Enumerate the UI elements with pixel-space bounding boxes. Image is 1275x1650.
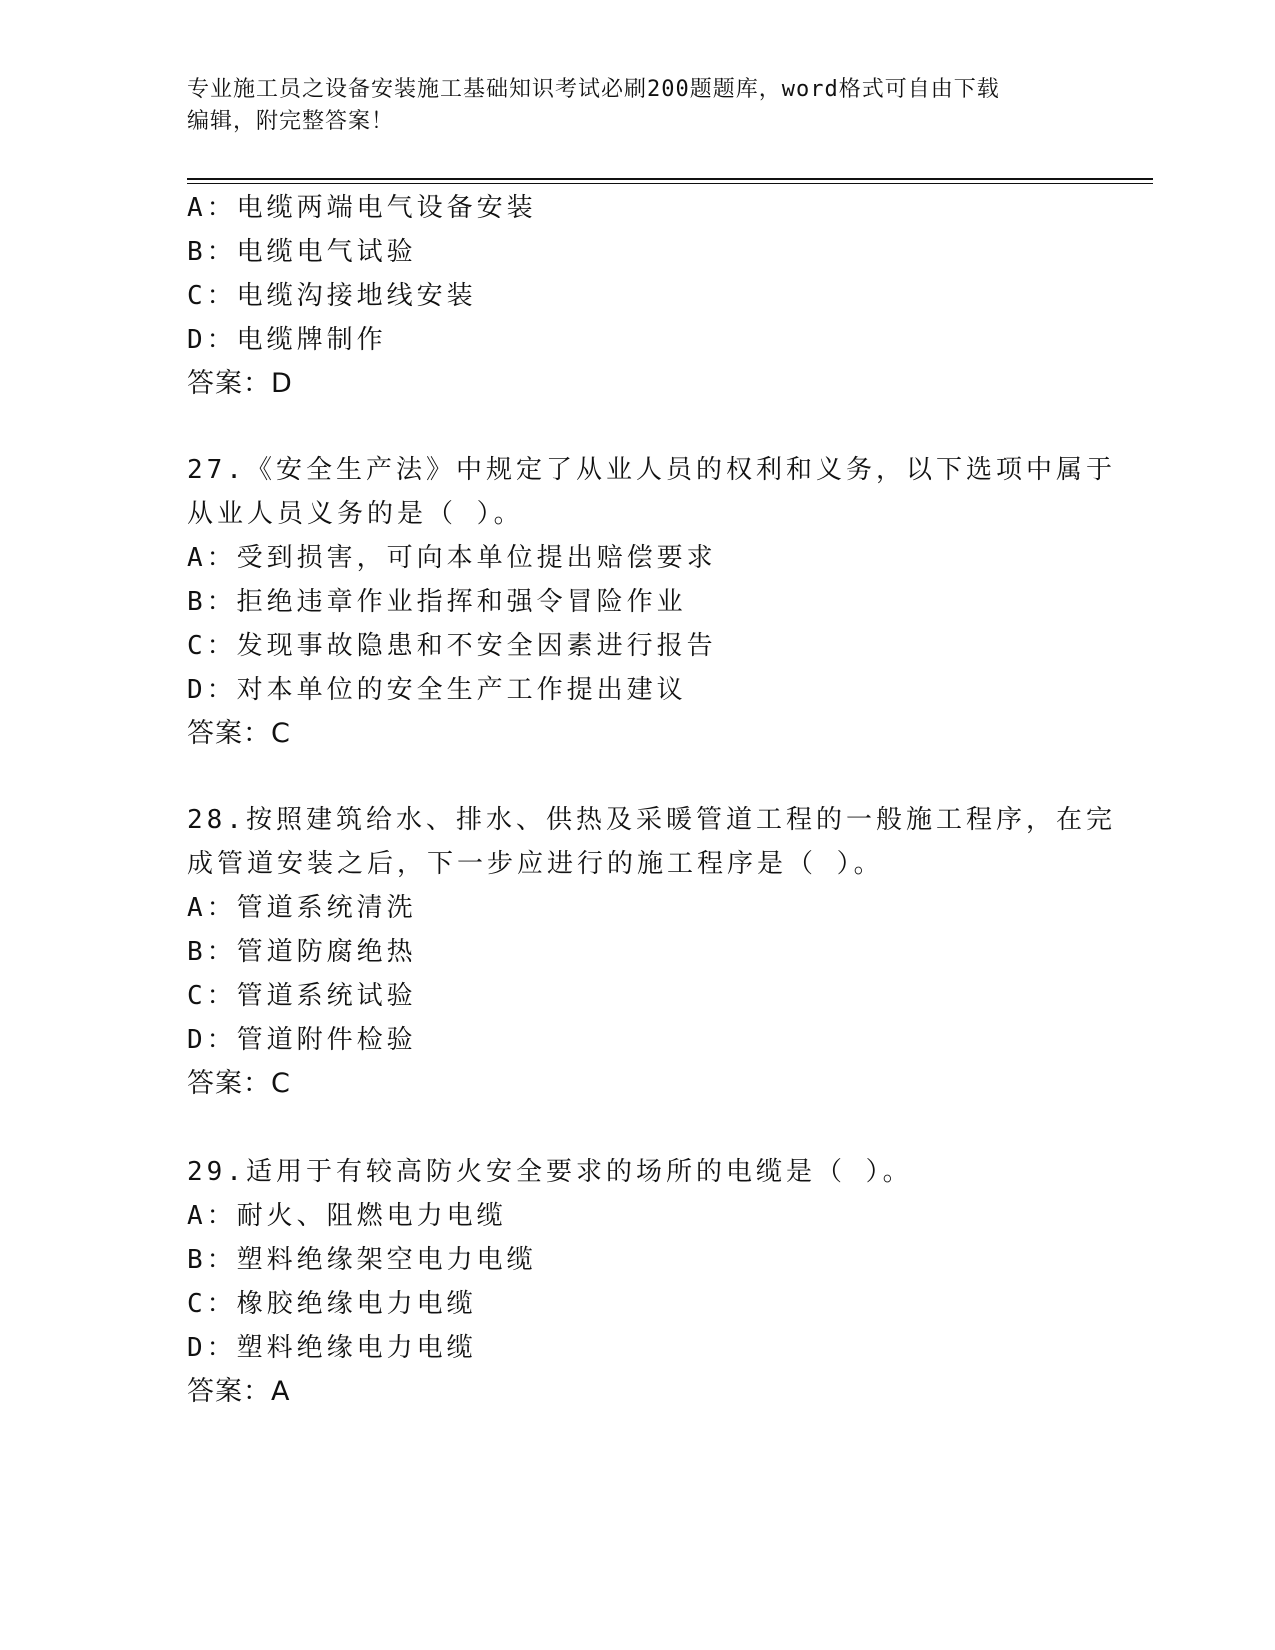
q27-stem-line-1: 27.《安全生产法》中规定了从业人员的权利和义务，以下选项中属于	[187, 455, 1116, 485]
q28-option-a: A：管道系统清洗	[187, 893, 417, 923]
header-divider-thick	[187, 178, 1153, 180]
header-line-2: 编辑，附完整答案！	[187, 109, 395, 134]
q26-option-a: A：电缆两端电气设备安装	[187, 193, 537, 223]
q27-option-d: D：对本单位的安全生产工作提出建议	[187, 675, 687, 705]
q26-answer: 答案：D	[187, 368, 293, 399]
q28-option-d: D：管道附件检验	[187, 1025, 417, 1055]
q28-option-c: C：管道系统试验	[187, 981, 417, 1011]
q27-option-c: C：发现事故隐患和不安全因素进行报告	[187, 631, 717, 661]
q26-option-b: B：电缆电气试验	[187, 237, 417, 267]
q28-stem-line-1: 28.按照建筑给水、排水、供热及采暖管道工程的一般施工程序，在完	[187, 805, 1116, 835]
q26-option-c: C：电缆沟接地线安装	[187, 281, 477, 311]
header-divider-thin	[187, 183, 1153, 184]
q26-option-d: D：电缆牌制作	[187, 325, 387, 355]
q27-option-b: B：拒绝违章作业指挥和强令冒险作业	[187, 587, 687, 617]
q29-stem-line-1: 29.适用于有较高防火安全要求的场所的电缆是（ ）。	[187, 1157, 913, 1187]
q27-answer: 答案：C	[187, 718, 291, 749]
document-header	[187, 74, 1067, 138]
q29-option-a: A：耐火、阻燃电力电缆	[187, 1201, 507, 1231]
q27-stem-line-2: 从业人员义务的是（ ）。	[187, 499, 524, 529]
q29-answer: 答案：A	[187, 1376, 291, 1407]
q29-option-b: B：塑料绝缘架空电力电缆	[187, 1245, 537, 1275]
q28-option-b: B：管道防腐绝热	[187, 937, 417, 967]
q28-stem-line-2: 成管道安装之后，下一步应进行的施工程序是（ ）。	[187, 849, 884, 879]
q29-option-c: C：橡胶绝缘电力电缆	[187, 1289, 477, 1319]
q28-answer: 答案：C	[187, 1068, 291, 1099]
q27-option-a: A：受到损害，可向本单位提出赔偿要求	[187, 543, 717, 573]
q29-option-d: D：塑料绝缘电力电缆	[187, 1333, 477, 1363]
header-line-1: 专业施工员之设备安装施工基础知识考试必刷200题题库，word格式可自由下载	[187, 77, 1000, 102]
